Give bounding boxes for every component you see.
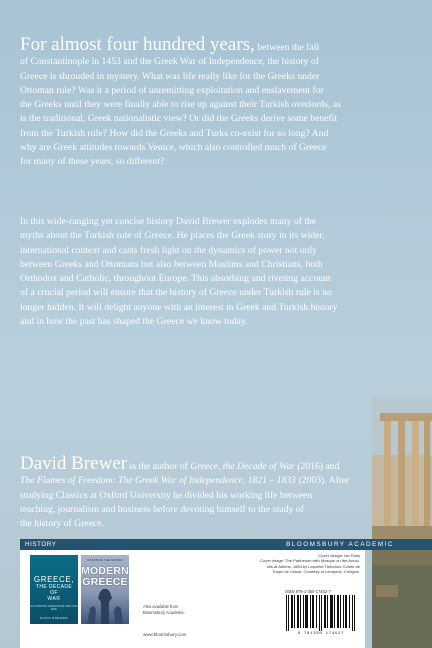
author-line: is the author of — [129, 461, 188, 472]
summary-line: In this wide-ranging yet concise history David Brewer explodes many of the — [20, 216, 317, 227]
intro-line: between the fall — [257, 42, 320, 53]
isbn-label: ISBN 978-1-350-17452-7 — [285, 589, 331, 594]
book-cover-author: DAVID BREWER — [40, 616, 68, 620]
also-available-note — [143, 604, 203, 616]
book-cover-title: GREECE, — [33, 575, 75, 584]
book-cover-title: WAR — [47, 596, 61, 602]
intro-line: from the Turkish rule? How did the Greeks and Turks co-exist for so long? And — [20, 127, 329, 139]
summary-line: international context and casts fresh light on the dynamics of power not only — [20, 244, 318, 256]
book-cover-subtitle: OCCUPATION, RESISTANCE AND CIVIL WAR — [30, 605, 78, 611]
book-cover-title: GREECE — [82, 576, 128, 588]
summary-line: longer hidden. It will delight anyone with an interest in Greek and Turkish history — [20, 301, 338, 313]
author-line: the history of Greece. — [20, 518, 104, 530]
intro-line: the Greeks until they were finally able to rise up against their Turkish overlords, as — [20, 99, 341, 111]
intro-lead: For almost four hundred years, — [20, 34, 255, 55]
intro-line: why are Greek attitudes towards Venice, which also controlled much of Greece — [20, 142, 327, 154]
author-line: studying Classics at Oxford University he divided his working life between — [20, 489, 313, 501]
summary-paragraph — [20, 215, 412, 329]
credit-line: olis at Athens, 1854 by Lancelot Théodore Comte de — [266, 563, 360, 569]
book-cover-title: THE DECADE — [35, 584, 73, 590]
back-cover-footer — [20, 539, 432, 648]
publisher-label: BLOOMSBURY ACADEMIC — [286, 541, 394, 548]
book-cover-title: MODERN — [81, 565, 129, 577]
intro-paragraph — [20, 34, 412, 170]
category-bar — [20, 539, 432, 550]
author-line: teaching, journalism and business before devoting himself to the study of — [20, 503, 304, 515]
summary-line: myths about the Turkish rule of Greece. He places the Greek story in its wider, — [20, 230, 325, 242]
info-panel — [20, 550, 365, 648]
category-label: HISTORY — [25, 541, 57, 548]
also-available-line: Also available from — [143, 604, 179, 609]
intro-line: is the traditional, Greek nationalistic view? Or did the Greeks derive some benefit — [20, 113, 338, 125]
credit-line: Cover image: The Parthenon with Mosque on the Acrop- — [260, 558, 360, 564]
author-book-title: The Flames of Freedom: The Greek War of Independence, 1821 – 1833 — [20, 475, 297, 487]
credit-line: Turpin de Crissé. Courtesy of Lempertz, Cologne. — [272, 569, 360, 575]
summary-line: of a crucial period will ensure that the history of Greece under Turkish rule is no — [20, 287, 332, 299]
also-available-line: Bloomsbury Academic — [143, 610, 185, 615]
book-cover-modern-greece — [81, 555, 129, 624]
publisher-website: www.bloomsbury.com — [143, 632, 187, 637]
author-book-title: Greece, the Decade of War — [190, 461, 295, 472]
intro-line: Greece is shrouded in mystery. What was life really like for the Greeks under — [20, 70, 320, 82]
intro-line: Ottoman rule? Was it a period of unremitting exploitation and enslavement for — [20, 84, 324, 96]
author-name: David Brewer — [20, 453, 128, 474]
credit-line: Cover design: Ian Ross — [318, 553, 360, 558]
summary-line: and in how the past has shaped the Greece we know today. — [20, 316, 248, 328]
summary-line: between Greeks and Ottomans but also between Muslims and Christians, both — [20, 258, 323, 270]
barcode-digits: 9 781350 174527 — [297, 632, 345, 636]
book-cover-title: OF — [50, 590, 58, 596]
barcode — [285, 595, 357, 631]
book-cover-kicker: CRAFTING THE NATION — [87, 558, 123, 562]
author-line: (2016) and — [297, 461, 340, 472]
intro-line: for many of these years, so different? — [20, 156, 165, 168]
statue-illustration — [81, 586, 129, 624]
intro-line: of Constantinople in 1453 and the Greek War of Independence, the history of — [20, 56, 320, 68]
author-line: (2003). After — [298, 475, 350, 487]
summary-line: Orthodox and Catholic, throughout Europe. This absorbing and riveting account — [20, 273, 331, 285]
author-bio — [20, 453, 412, 531]
cover-credits — [225, 553, 360, 575]
book-cover-greece — [30, 555, 78, 624]
